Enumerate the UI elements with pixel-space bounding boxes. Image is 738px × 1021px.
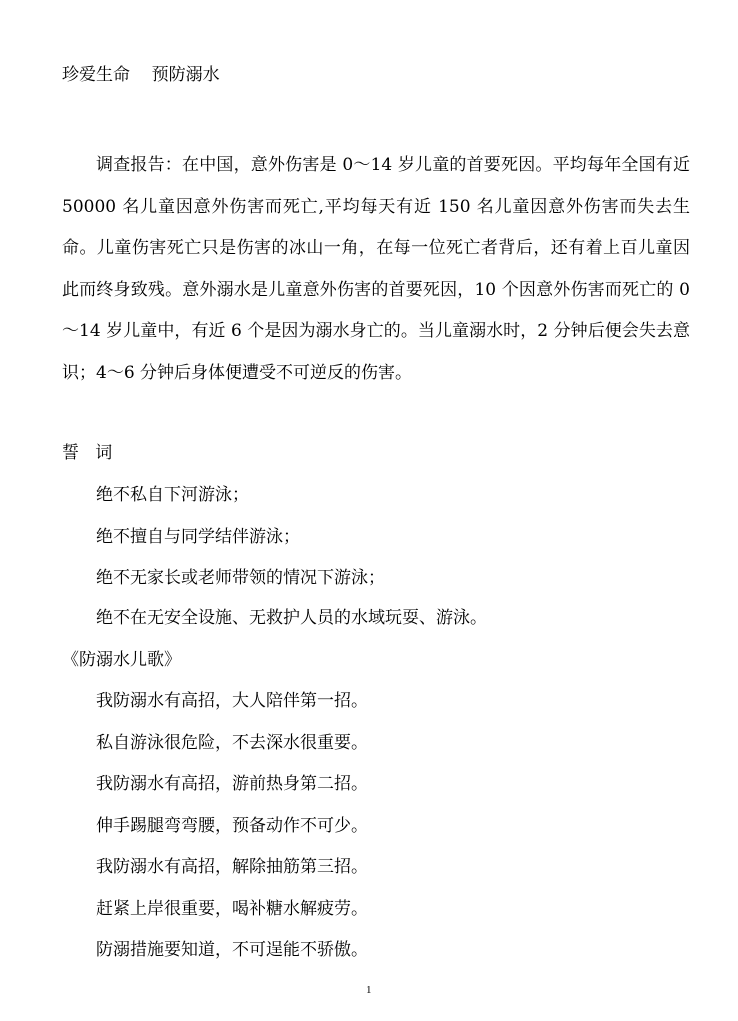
survey-report-paragraph — [62, 145, 690, 394]
song-line: 防溺措施要知道，不可逞能不骄傲。 — [96, 940, 368, 960]
song-line: 赶紧上岸很重要，喝补糖水解疲劳。 — [96, 899, 368, 919]
oath-line: 绝不在无安全设施、无救护人员的水域玩耍、游泳。 — [96, 608, 487, 628]
song-line: 我防溺水有高招，游前热身第二招。 — [96, 774, 368, 794]
oath-line: 绝不无家长或老师带领的情况下游泳； — [96, 568, 385, 588]
survey-report-text: 调查报告：在中国，意外伤害是 0～14 岁儿童的首要死因。平均每年全国有近 50000 名儿童因意外伤害而死亡,平均每天有近 150 名儿童因意外伤害而失去生命。儿童伤害死亡只是伤害的冰山一角，在每一位死亡者背后，还有着上百儿童因此而终身致残。意外溺水是儿童意外伤害的首要死因，10 个因意外伤害而死亡的 0～14 岁儿童中，有近 6 个是因为溺水身亡的。当儿童溺水时，2 分钟后便会失去意识；4～6 分钟后身体便遭受不可逆反的伤害。 — [62, 155, 690, 383]
document-title: 珍爱生命 预防溺水 — [62, 65, 220, 85]
song-line: 我防溺水有高招，大人陪伴第一招。 — [96, 691, 368, 711]
oath-line: 绝不擅自与同学结伴游泳； — [96, 527, 300, 547]
page-number: 1 — [366, 984, 372, 996]
song-line: 我防溺水有高招，解除抽筋第三招。 — [96, 857, 368, 877]
song-title: 《防溺水儿歌》 — [62, 650, 181, 670]
song-line: 私自游泳很危险，不去深水很重要。 — [96, 733, 368, 753]
oath-line: 绝不私自下河游泳； — [96, 485, 249, 505]
song-line: 伸手踢腿弯弯腰，预备动作不可少。 — [96, 816, 368, 836]
oath-heading: 誓 词 — [62, 443, 113, 463]
